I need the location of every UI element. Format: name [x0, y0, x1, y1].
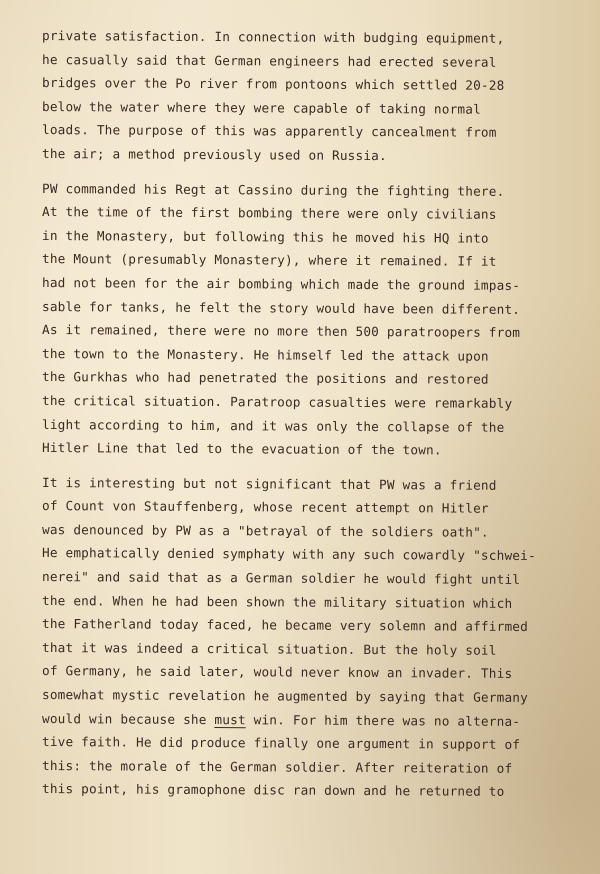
paragraph-1-line-3: bridges over the Po river from pontoons which settled 20-28 [41, 75, 505, 94]
paragraph-3-line-12: tive faith. He did produce finally one argument in support of [41, 734, 521, 753]
paragraph-3-line-4: He emphatically denied symphaty with any such cowardly "schwei- [41, 545, 536, 564]
paragraph-2-line-2: At the time of the first bombing there were only civilians [41, 204, 497, 222]
paragraph-2-line-1: PW commanded his Regt at Cassino during the fighting there. [41, 180, 505, 199]
paragraph-3-line-10: somewhat mystic revelation he augmented by saying that Germany [41, 687, 529, 705]
paragraph-2-line-6: sable for tanks, he felt the story would have been different. [41, 298, 521, 317]
paragraph-3-line-2: of Count von Stauffenberg, whose recent attempt on Hitler [41, 498, 489, 517]
paragraph-1-line-4: below the water where they were capable of taking normal [41, 98, 482, 117]
paragraph-3-line-8: that it was indeed a critical situation. But the holy soil [41, 639, 497, 658]
paragraph-3-line-1: It is interesting but not significant that PW was a friend [41, 474, 497, 493]
paragraph-3-line-14: this point, his gramophone disc ran down and he returned to [41, 781, 505, 800]
paragraph-3-line-11 [42, 707, 572, 734]
paragraph-1-line-2: he casually said that German engineers had erected several [41, 51, 497, 70]
paragraph-2-line-11: light according to him, and it was only the collapse of the [41, 416, 505, 435]
paragraph-3-line-3: was denounced by PW as a "betrayal of the soldiers oath". [41, 521, 489, 540]
paragraph-2-line-3: in the Monastery, but following this he moved his HQ into [41, 227, 489, 246]
paragraph-3-line-13: this: the morale of the German soldier. After reiteration of [41, 757, 513, 776]
paragraph-3-line-6: the end. When he had been shown the military situation which [41, 592, 513, 611]
paragraph-3-line-9: of Germany, he said later, would never know an invader. This [41, 663, 513, 682]
paragraph-2-line-4: the Mount (presumably Monastery), where it remained. If it [41, 251, 497, 270]
paragraph-3-line-7: the Fatherland today faced, he became very solemn and affirmed [41, 616, 529, 635]
paragraph-2-line-9: the Gurkhas who had penetrated the positions and restored [41, 369, 489, 388]
underlined-word: must [214, 711, 246, 727]
paragraph-2-line-8: the town to the Monastery. He himself led the attack upon [41, 345, 489, 364]
paragraph-2-line-10: the critical situation. Paratroop casualties were remarkably [41, 392, 513, 411]
paragraph-2-line-12: Hitler Line that led to the evacuation of the town. [41, 440, 442, 458]
paragraph-3-line-11-part-2: win. For him there was no alterna- [245, 711, 521, 729]
paragraph-1-line-5: loads. The purpose of this was apparently cancealment from [41, 122, 497, 141]
paragraph-3-line-5: nerei" and said that as a German soldier he would fight until [41, 569, 521, 587]
paragraph-1-line-1: private satisfaction. In connection with budging equipment, [41, 28, 505, 46]
document-body [42, 24, 572, 801]
paragraph-2-line-7: As it remained, there were no more then 500 paratroopers from [41, 322, 521, 341]
paragraph-2-line-5: had not been for the air bombing which made the ground impas- [41, 274, 521, 293]
paragraph-1-line-6: the air; a method previously used on Russia. [41, 145, 387, 164]
paragraph-3-line-11-part-1: would win because she [41, 710, 215, 727]
